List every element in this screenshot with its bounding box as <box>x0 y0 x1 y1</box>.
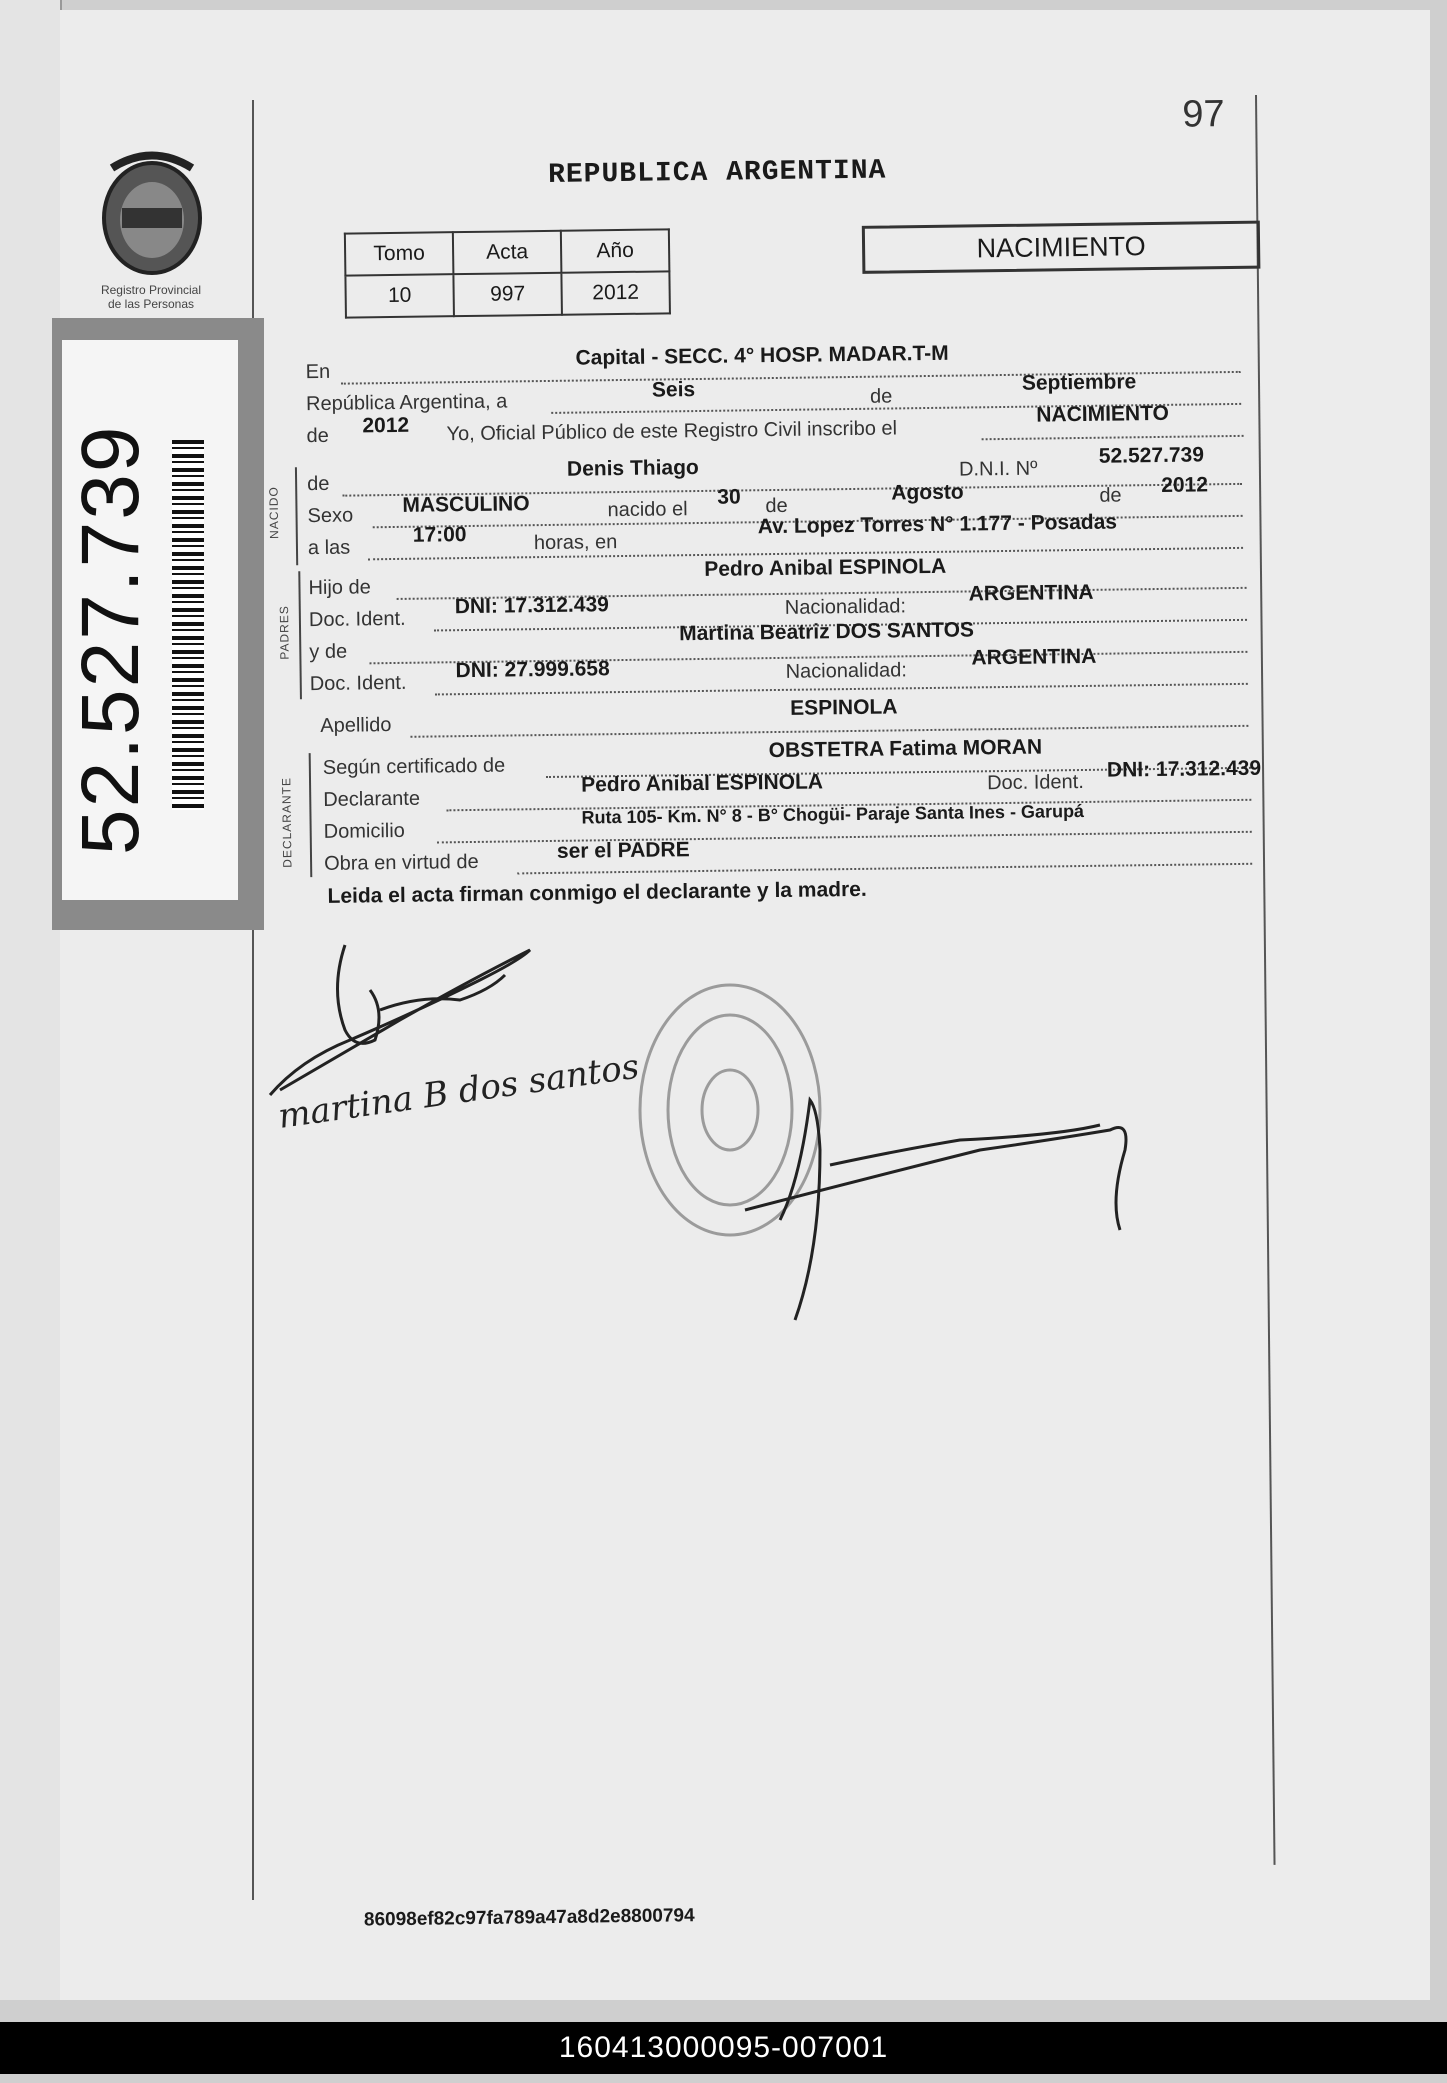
value-madre: Martina Beatriz DOS SANTOS <box>678 618 975 646</box>
value-domicilio: Ruta 105- Km. N° 8 - B° Chogüi- Paraje Santa Ines - Garupá <box>581 800 1085 828</box>
value-anio: 2012 <box>561 271 670 314</box>
label-a-las: a las <box>307 536 351 560</box>
mother-signature-text: martina B dos santos <box>275 1046 642 1137</box>
official-signature-icon <box>745 1100 1126 1320</box>
label-de-2: de <box>306 424 329 448</box>
value-nac-dia: 30 <box>717 485 741 509</box>
value-declarante: Pedro Anibal ESPINOLA <box>580 770 824 797</box>
label-dni: D.N.I. Nº <box>958 457 1038 481</box>
value-apellido: ESPINOLA <box>789 695 898 720</box>
label-obra-en: Obra en virtud de <box>323 850 479 875</box>
value-madre-doc: DNI: 27.999.658 <box>455 657 610 683</box>
label-nacionalidad-2: Nacionalidad: <box>785 659 907 683</box>
footer-code: 160413000095-007001 <box>0 2022 1447 2074</box>
label-de: de <box>869 385 893 408</box>
label-republica: República Argentina, a <box>305 390 508 416</box>
value-nac-anio: 2012 <box>1161 473 1209 497</box>
value-padre-doc: DNI: 17.312.439 <box>454 593 610 619</box>
value-mes: Septiembre <box>1021 370 1137 395</box>
value-acta: 997 <box>453 273 562 316</box>
seal-caption-line-2: de las Personas <box>107 297 195 311</box>
value-nombre: Denis Thiago <box>566 455 699 481</box>
value-lugar: Capital - SECC. 4° HOSP. MADAR.T-M <box>575 341 949 370</box>
seal-caption-line-1: Registro Provincial <box>100 283 202 297</box>
header-tomo: Tomo <box>345 232 454 275</box>
value-certificado: OBSTETRA Fatima MORAN <box>768 735 1043 763</box>
label-domicilio: Domicilio <box>323 819 405 843</box>
value-inscripcion: NACIMIENTO <box>1036 401 1170 427</box>
value-obra: ser el PADRE <box>556 838 690 863</box>
section-declarante: DECLARANTE <box>279 776 295 868</box>
section-padres: PADRES <box>276 605 292 660</box>
value-dia: Seis <box>651 378 696 402</box>
label-en: En <box>305 360 331 384</box>
label-y-de: y de <box>309 640 348 664</box>
value-dni: 52.527.739 <box>1098 443 1205 468</box>
label-de-nombre: de <box>306 472 330 496</box>
value-padre-nac: ARGENTINA <box>968 580 1094 606</box>
value-tomo: 10 <box>345 274 454 317</box>
label-segun-cert: Según certificado de <box>322 754 506 779</box>
header-acta: Acta <box>453 231 562 274</box>
label-hijo-de: Hijo de <box>308 576 371 600</box>
label-yo-oficial: Yo, Oficial Público de este Registro Civil inscribo el <box>446 417 898 446</box>
closing-statement: Leida el acta firman conmigo el declarante y la madre. <box>327 877 867 908</box>
label-doc-ident-2: Doc. Ident. <box>309 671 407 696</box>
value-padre: Pedro Anibal ESPINOLA <box>704 554 947 581</box>
value-hora: 17:00 <box>412 523 467 547</box>
document-hash: 86098ef82c97fa789a47a8d2e8800794 <box>363 1905 695 1931</box>
label-de-anio: de <box>1099 484 1122 507</box>
label-horas-en: horas, en <box>533 531 618 555</box>
label-declarante: Declarante <box>323 787 421 811</box>
label-doc-ident-3: Doc. Ident. <box>986 770 1084 795</box>
value-sexo: MASCULINO <box>402 492 530 517</box>
value-lugar-nac: Av. Lopez Torres N° 1.177 - Posadas <box>757 510 1118 539</box>
label-apellido: Apellido <box>320 714 392 737</box>
header-anio: Año <box>561 229 670 272</box>
label-de-mes: de <box>765 494 788 518</box>
section-nacido: NACIDO <box>266 486 282 539</box>
page-number: 97 <box>1182 93 1225 136</box>
label-nacionalidad: Nacionalidad: <box>784 595 907 619</box>
value-anio: 2012 <box>362 413 410 438</box>
value-nac-mes: Agosto <box>891 480 964 505</box>
document-title: REPUBLICA ARGENTINA <box>547 155 887 191</box>
label-doc-ident: Doc. Ident. <box>308 607 406 632</box>
dni-sticker-number: 52.527.739 <box>65 424 156 855</box>
act-type-box: NACIMIENTO <box>862 221 1261 274</box>
label-sexo: Sexo <box>307 504 354 528</box>
value-madre-nac: ARGENTINA <box>971 644 1097 670</box>
label-nacido-el: nacido el <box>607 498 688 522</box>
value-declarante-doc: DNI: 17.312.439 <box>1106 756 1262 782</box>
